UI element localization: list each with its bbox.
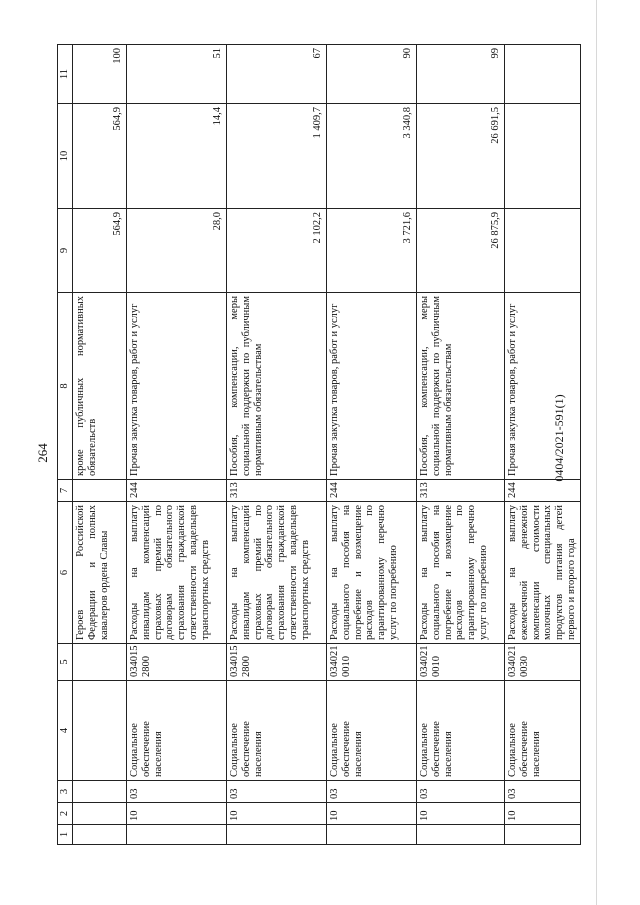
cell-executed (505, 104, 581, 209)
cell-executed: 564,9 (73, 104, 127, 209)
table-row (127, 45, 227, 845)
cell-target-name: Расходы на выплату инвалидам компенсаций страховых премий по договорам обязательного страхования гражданской ответственности владельцев транспортных средств (227, 502, 327, 644)
header-cell: 8 (58, 293, 73, 480)
header-cell: 2 (58, 803, 73, 825)
cell-target-code: 034021 0010 (327, 644, 417, 681)
cell-expense-name: кроме публичных нормативных обязательств (73, 293, 127, 480)
table-row (505, 45, 581, 845)
cell-expense-name: Прочая закупка товаров, работ и услуг (127, 293, 227, 480)
cell-row-number (73, 825, 127, 845)
header-cell: 1 (58, 825, 73, 845)
header-cell: 4 (58, 681, 73, 781)
cell-section: 10 (127, 803, 227, 825)
cell-row-number (227, 825, 327, 845)
cell-expense-code: 244 (505, 480, 581, 502)
cell-expense-code: 244 (327, 480, 417, 502)
table-row (327, 45, 417, 845)
cell-target-code (73, 644, 127, 681)
cell-planned: 2 102,2 (227, 209, 327, 293)
cell-row-number (505, 825, 581, 845)
cell-target-code: 034021 0030 (505, 644, 581, 681)
cell-expense-code: 313 (227, 480, 327, 502)
cell-target-name: Расходы на выплату социального пособия на погребение и возмещение расходов по гарантированному перечню услуг по погребению (417, 502, 505, 644)
page-number: 264 (35, 443, 50, 463)
cell-executed: 14,4 (127, 104, 227, 209)
cell-target-code: 034021 0010 (417, 644, 505, 681)
cell-expense-code (73, 480, 127, 502)
header-cell: 11 (58, 45, 73, 104)
cell-target-name: Расходы на выплату ежемесячной денежной компенсации стоимости молочных специальных продуктов питания детей первого и второго года (505, 502, 581, 644)
cell-expense-name: Пособия, компенсации, меры социальной поддержки по публичным нормативным обязательствам (417, 293, 505, 480)
cell-executed: 26 691,5 (417, 104, 505, 209)
header-cell: 9 (58, 209, 73, 293)
cell-expense-code: 244 (127, 480, 227, 502)
cell-percent: 51 (127, 45, 227, 104)
table-frame (57, 48, 577, 845)
header-cell: 6 (58, 502, 73, 644)
table-row (417, 45, 505, 845)
cell-planned: 564,9 (73, 209, 127, 293)
cell-target-code: 034015 2800 (227, 644, 327, 681)
cell-planned: 28,0 (127, 209, 227, 293)
cell-section: 10 (505, 803, 581, 825)
cell-planned: 3 721,6 (327, 209, 417, 293)
rotated-table-wrapper (57, 48, 577, 845)
cell-subsection: 03 (327, 781, 417, 803)
cell-expense-name: Пособия, компенсации, меры социальной поддержки по публичным нормативным обязательствам (227, 293, 327, 480)
header-cell: 3 (58, 781, 73, 803)
cell-subsection: 03 (417, 781, 505, 803)
cell-percent (505, 45, 581, 104)
cell-expense-code: 313 (417, 480, 505, 502)
cell-section: 10 (327, 803, 417, 825)
header-row (58, 45, 73, 845)
cell-expense-name: Прочая закупка товаров, работ и услуг (505, 293, 581, 480)
cell-executed: 1 409,7 (227, 104, 327, 209)
cell-target-name: Расходы на выплату инвалидам компенсаций страховых премий по договорам обязательного страхования гражданской ответственности владельцев транспортных средств (127, 502, 227, 644)
cell-section-name: Социальное обеспечение населения (127, 681, 227, 781)
header-cell: 5 (58, 644, 73, 681)
cell-section-name: Социальное обеспечение населения (417, 681, 505, 781)
cell-section-name (73, 681, 127, 781)
cell-percent: 100 (73, 45, 127, 104)
cell-section-name: Социальное обеспечение населения (227, 681, 327, 781)
cell-planned (505, 209, 581, 293)
cell-executed: 3 340,8 (327, 104, 417, 209)
table-row (73, 45, 127, 845)
cell-target-name: Расходы на выплату социального пособия на погребение и возмещение расходов по гарантированному перечню услуг по погребению (327, 502, 417, 644)
cell-target-name: Героев Российской Федерации и полных кавалеров ордена Славы (73, 502, 127, 644)
cell-subsection: 03 (127, 781, 227, 803)
cell-percent: 67 (227, 45, 327, 104)
cell-percent: 99 (417, 45, 505, 104)
cell-row-number (127, 825, 227, 845)
cell-row-number (417, 825, 505, 845)
cell-expense-name: Прочая закупка товаров, работ и услуг (327, 293, 417, 480)
header-cell: 10 (58, 104, 73, 209)
cell-section-name: Социальное обеспечение населения (327, 681, 417, 781)
cell-section-name: Социальное обеспечение населения (505, 681, 581, 781)
cell-section (73, 803, 127, 825)
cell-subsection: 03 (505, 781, 581, 803)
cell-target-code: 034015 2800 (127, 644, 227, 681)
cell-planned: 26 875,9 (417, 209, 505, 293)
budget-table (57, 44, 581, 845)
document-code: 0404/2021-591(1) (552, 394, 566, 482)
cell-section: 10 (227, 803, 327, 825)
cell-subsection: 03 (227, 781, 327, 803)
header-cell: 7 (58, 480, 73, 502)
cell-row-number (327, 825, 417, 845)
table-row (227, 45, 327, 845)
cell-section: 10 (417, 803, 505, 825)
cell-percent: 90 (327, 45, 417, 104)
cell-subsection (73, 781, 127, 803)
scan-edge-line (596, 0, 597, 905)
